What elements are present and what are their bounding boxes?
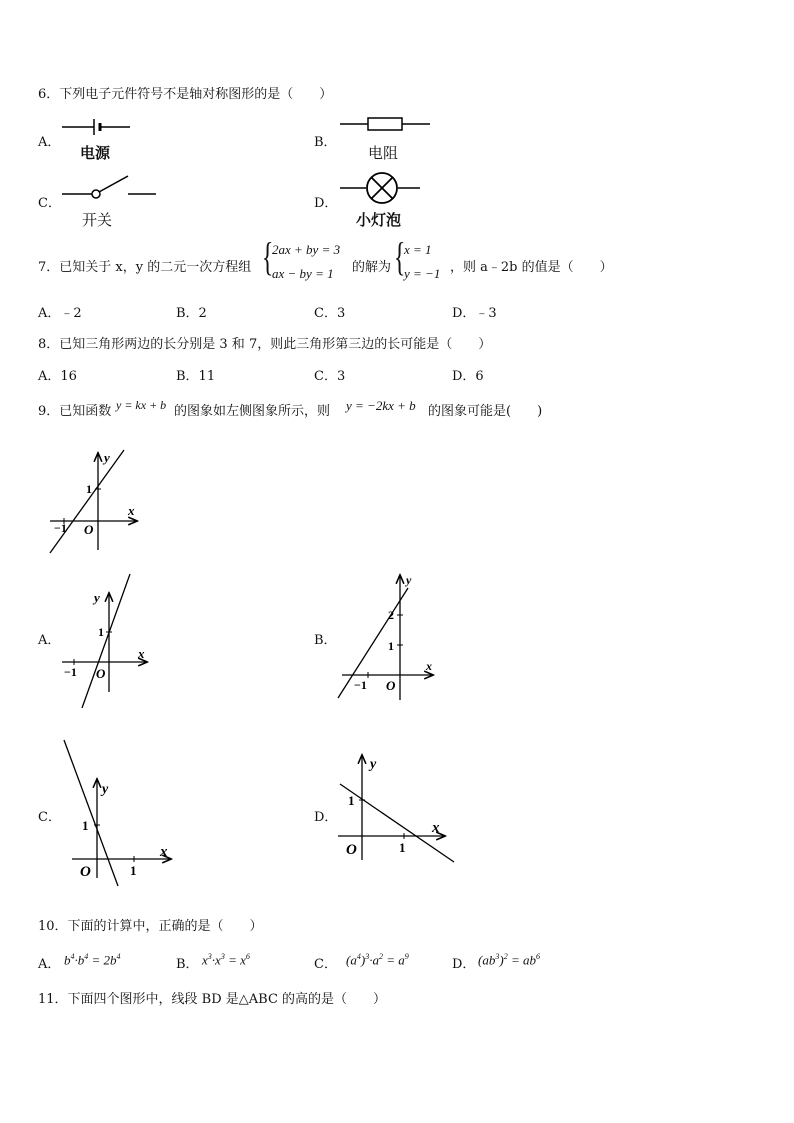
q9-func-1: y = kx + b: [116, 398, 167, 412]
q8-option-d: D．6: [452, 369, 484, 384]
q7-stem-a: 7．已知关于 x，y 的二元一次方程组: [38, 260, 252, 275]
q9-option-b: B．: [314, 633, 337, 648]
d-one-x-label: 1: [399, 840, 406, 855]
q8-stem: 8．已知三角形两边的长分别是 3 和 7，则此三角形第三边的长可能是（ ）: [38, 337, 492, 352]
b-x-label: x: [426, 659, 432, 673]
a-y-label: y: [94, 590, 100, 605]
q8-option-b: B．11: [176, 369, 216, 384]
c-one-label: 1: [82, 818, 89, 833]
q6-option-b-letter: B．: [314, 135, 337, 150]
q10-option-d-expr: $(ab^3)^2 = ab^6$: [478, 952, 540, 968]
a-x-label: x: [138, 646, 145, 661]
ref-o-label: O: [84, 522, 94, 537]
a-o-label: O: [96, 666, 106, 681]
reference-graph: [46, 450, 146, 556]
q8-option-c: C．3: [314, 369, 346, 384]
q10-option-d-letter: D．: [452, 957, 476, 972]
q7-stem-c: ，则 a﹣2b 的值是（ ）: [450, 260, 613, 275]
b-y-label: y: [406, 573, 412, 587]
q9-stem-a: 9．已知函数: [38, 404, 112, 419]
q7-equation-2: ax − by = 1: [272, 266, 334, 281]
q9-option-d: D．: [314, 810, 338, 825]
q7-option-a: A．﹣2: [38, 306, 82, 321]
b-neg1-label: −1: [354, 678, 367, 692]
lamp-symbol-icon: [340, 172, 422, 204]
q11-stem: 11．下面四个图形中，线段 BD 是△ABC 的高的是（ ）: [38, 992, 387, 1007]
q7-option-b: B．2: [176, 306, 207, 321]
q6-stem: 6．下列电子元件符号不是轴对称图形的是（ ）: [38, 87, 333, 102]
d-o-label: O: [346, 842, 357, 858]
q7-option-d: D．﹣3: [452, 306, 497, 321]
c-y-label: y: [102, 782, 109, 797]
q7-solution-2: y = −1: [404, 266, 441, 281]
b-two-label: 2: [388, 608, 394, 622]
ref-x-label: x: [128, 503, 135, 518]
q6-option-c-caption: 开关: [82, 211, 113, 229]
q10-stem: 10．下面的计算中，正确的是（ ）: [38, 919, 263, 934]
q10-option-a-expr: $b^4\cdot b^4 = 2b^4$: [64, 952, 121, 968]
option-a-graph: [60, 572, 160, 710]
option-b-graph: [336, 572, 440, 702]
q7-stem-b: 的解为: [352, 260, 392, 275]
q9-stem-b: 的图象如左侧图象所示，则: [174, 404, 331, 419]
q10-option-a-letter: A．: [38, 957, 61, 972]
q6-option-d-caption: 小灯泡: [356, 211, 402, 229]
d-y-label: y: [370, 757, 377, 772]
q9-stem-c: 的图象可能是( ): [428, 404, 543, 419]
q6-option-a-letter: A．: [38, 135, 61, 150]
q7-option-c: C．3: [314, 306, 346, 321]
option-d-graph: [336, 752, 456, 864]
q8-option-a: A．16: [38, 369, 77, 384]
ref-neg1-label: −1: [54, 521, 67, 535]
q6-option-b-caption: 电阻: [368, 144, 399, 162]
q7-solution-1: x = 1: [404, 242, 432, 257]
q10-option-c-expr: $(a^4)^3\cdot a^2 = a^9$: [346, 952, 409, 968]
q10-option-c-letter: C．: [314, 957, 337, 972]
q6-option-d-letter: D．: [314, 196, 338, 211]
q9-func-2: y = −2kx + b: [346, 398, 416, 413]
q9-option-a: A．: [38, 633, 61, 648]
d-x-label: x: [432, 820, 440, 836]
q10-option-b-expr: $x^3\cdot x^3 = x^6$: [202, 952, 250, 968]
q9-option-c: C．: [38, 810, 61, 825]
resistor-symbol-icon: [340, 116, 432, 132]
q6-option-a-caption: 电源: [80, 144, 111, 162]
battery-symbol-icon: [62, 118, 132, 138]
c-o-label: O: [80, 864, 91, 880]
c-x-label: x: [160, 844, 168, 860]
c-one-x-label: 1: [130, 863, 137, 878]
switch-symbol-icon: [62, 174, 158, 200]
ref-y-label: y: [104, 450, 110, 465]
b-one-label: 1: [388, 639, 394, 653]
b-o-label: O: [386, 678, 396, 693]
a-neg1-label: −1: [64, 665, 77, 679]
option-c-graph: [62, 738, 182, 888]
a-one-label: 1: [98, 625, 104, 639]
q7-system-brace: {: [261, 234, 274, 279]
q10-option-b-letter: B．: [176, 957, 199, 972]
d-one-label: 1: [348, 793, 355, 808]
q7-solution-brace: {: [393, 234, 406, 279]
ref-one-label: 1: [86, 482, 92, 496]
q6-option-c-letter: C．: [38, 196, 61, 211]
q7-equation-1: 2ax + by = 3: [272, 242, 341, 257]
